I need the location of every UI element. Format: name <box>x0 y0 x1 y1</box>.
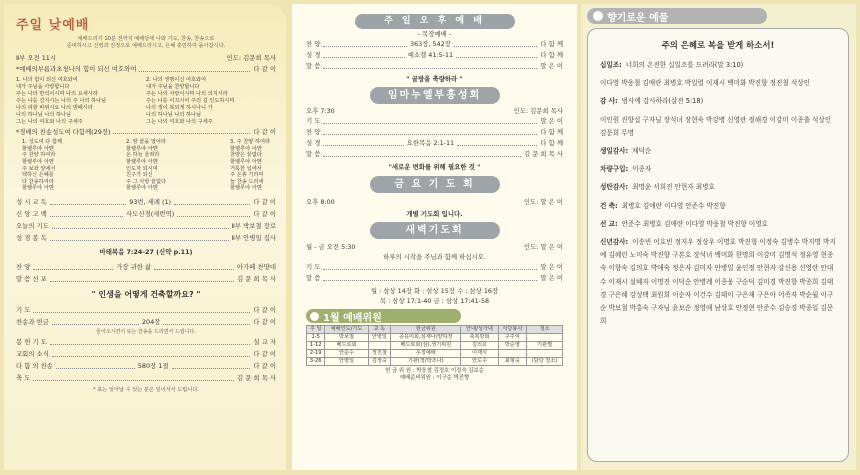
hymn-line: 주 그 사랑 끝없다 <box>125 178 167 185</box>
order-item <box>306 138 563 149</box>
leader-dots <box>323 273 537 281</box>
item-detail: 요한복음 2:1-11 <box>406 139 455 148</box>
dawn-schedule: 목 : 삼상 17:1-40 금 : 삼상 17:41-58 <box>379 296 490 305</box>
order-item <box>306 273 563 284</box>
item-person: 다 함 께 <box>540 128 563 137</box>
bullet-icon <box>593 11 603 21</box>
order-item <box>16 348 276 360</box>
reading-row <box>16 119 276 126</box>
afternoon-title: 주 일 오 후 예 배 <box>355 14 515 29</box>
item-label: 기 도 <box>306 117 321 126</box>
service-leader: 인도: 김문희 목사 <box>226 54 276 62</box>
sunday-morning-panel <box>4 4 286 470</box>
hymn-line: 주 은총 기리며 <box>230 172 264 179</box>
offerings-title: 향기로운 예물 <box>607 12 669 24</box>
item-label: 다 함 의 찬송 <box>16 362 53 371</box>
leader-dots <box>323 262 537 270</box>
hymn-line: 할렐루야 아멘 <box>22 145 54 152</box>
order-item <box>306 50 563 61</box>
sermon-title: " 인생을 어떻게 건축할까요? " <box>91 290 201 300</box>
table-cell: 기관(정/박조나) <box>391 358 461 366</box>
order-item <box>306 61 563 72</box>
offering-section <box>600 163 838 176</box>
column-header: 식당봉사 <box>498 326 527 334</box>
service-part: Ⅱ부 오전 11시 <box>16 54 57 62</box>
table-cell: 이재식 <box>461 350 498 358</box>
dawn-order <box>306 262 563 284</box>
reading-left: 그는 나의 여호와 나의 구세주 <box>16 118 83 125</box>
item-label: 말 씀 <box>306 274 321 283</box>
friday-time: 오후 8:00 <box>306 197 335 206</box>
leader-dots <box>456 50 537 58</box>
order-item <box>16 208 276 220</box>
leader-dots <box>33 372 234 381</box>
table-cell: (담당 장소) <box>527 358 563 366</box>
hymn-line: 할렐루야 아멘 <box>22 159 54 165</box>
table-cell: 1-5 <box>307 334 325 342</box>
item-label: 성 경 봉 독 <box>16 233 47 242</box>
leader-dots <box>454 39 538 47</box>
leader-dots <box>50 208 123 217</box>
friday-note: 개별 기도회 입니다. <box>406 210 463 219</box>
table-cell: 축복방회 <box>461 334 498 342</box>
duty-title: 1월 예배위원 <box>323 312 382 324</box>
revival-theme: "새로운 변화를 위해 필요한 것 " <box>388 163 481 172</box>
table-row <box>307 358 563 366</box>
intro-line: 준비하시고 신령과 진정으로 예배드리시고, 은혜 충만하여 돌아갑시다. <box>66 43 226 49</box>
item-detail: 204장 <box>141 318 161 327</box>
order-item <box>16 232 276 244</box>
offerings-panel <box>581 4 856 470</box>
footnote: * 표는 일어날 수 있는 분은 일어서서 드립니다. <box>93 387 199 394</box>
reading-row <box>16 112 276 119</box>
leader-dots <box>50 336 251 345</box>
hymn-label: *경배의 찬송 <box>16 127 53 136</box>
offering-names: 이인원 진향섭 구자님 장석녀 장현숙 박강병 신영란 정해경 이강미 이종출 석상인 김문희 무명 <box>600 115 832 137</box>
table-cell <box>368 342 390 350</box>
afternoon-panel <box>292 4 577 470</box>
hymn-line: 친구가 되신 <box>125 172 153 179</box>
reading-row <box>16 84 276 91</box>
offering-names: 범사에 감사하라(살전 5:18) <box>621 97 704 106</box>
reading-right: 나의 하나님 나의 하나님 <box>146 111 202 118</box>
hymn-verse <box>126 139 166 192</box>
offering-label: 선 교: <box>600 219 618 228</box>
offering-section <box>600 59 838 72</box>
dawn-note: 하루의 시작을 주님과 함께 하십시오. <box>383 252 486 261</box>
duty-note: 헌 금 위 원 : 박웅철 김정호 이정숙 김보순 <box>385 368 484 375</box>
offering-section <box>600 236 838 328</box>
afternoon-order <box>306 39 563 72</box>
leader-dots <box>52 220 229 229</box>
leader-dots <box>323 61 537 69</box>
item-label: 봉 헌 기 도 <box>16 338 47 347</box>
column-header: 안내/성가대 <box>461 326 498 334</box>
table-cell: 최형숙 <box>498 358 527 366</box>
order-list-3 <box>16 304 276 328</box>
reading-left: 나의 하나님 나의 하나님 <box>16 111 72 118</box>
duty-note: 예배준비위원 : 이구순 박진향 <box>399 375 470 382</box>
revival-leader: 인도: 김문희 목사 <box>513 106 563 115</box>
reading-row <box>16 77 276 84</box>
leader-dots <box>52 316 139 325</box>
hymn-line: 택하신 은혜를 <box>22 172 54 179</box>
order-item <box>16 360 276 372</box>
leader-dots <box>56 360 135 369</box>
order-item <box>306 127 563 138</box>
item-label: 찬송과 헌금 <box>16 318 49 327</box>
leader-dots <box>154 261 234 270</box>
offerings-title-banner <box>587 8 767 24</box>
order-item <box>16 273 276 285</box>
hymn-line: 주 찬양 하여라 <box>22 152 56 159</box>
table-cell: 박순영 <box>498 342 527 350</box>
offering-label: 성탄감사: <box>600 183 629 192</box>
item-person: 김 문 희 목 사 <box>237 374 276 383</box>
column-header: 주 일 <box>307 326 325 334</box>
order-item <box>16 372 276 384</box>
friday-title: 금 요 기 도 회 <box>370 176 500 193</box>
offering-section <box>600 114 838 140</box>
leader-dots <box>323 50 404 58</box>
reading-row <box>16 105 276 112</box>
offerings-box <box>587 28 849 462</box>
hymn-line: 늘 찬송 드리세 <box>230 178 264 185</box>
hymn-line: 거룩한 입에서 <box>230 165 262 172</box>
item-person: 말 은 이 <box>540 274 563 283</box>
item-label: 성 경 <box>306 51 321 60</box>
item-person: 말 은 이 <box>540 62 563 71</box>
item-person: 다 함 께 <box>540 40 564 49</box>
offering-label: 감 사: <box>600 97 618 106</box>
dawn-leader: 인도: 말 은 이 <box>523 243 563 252</box>
column-header: 교 독 <box>368 326 390 334</box>
leader-dots <box>457 138 537 146</box>
column-header: 예배인도/기도 <box>325 326 368 334</box>
reading-right: 나의 생이 복되게 하시나니 가 <box>146 104 213 111</box>
scripture: 마태복음 7:24-27 (신약 p.11) <box>99 247 193 256</box>
order-item <box>16 196 276 208</box>
item-person: 다 함 께 <box>540 51 564 60</box>
table-cell: 안도수 <box>461 358 498 366</box>
dawn-time: 월 - 금 오전 5:30 <box>306 243 356 252</box>
order-item <box>16 316 276 328</box>
table-cell: 3-26 <box>307 358 325 366</box>
reading-left: 나의 피할 바위시요 나의 방패시라 <box>16 104 93 111</box>
hymn-who: 다 같 이 <box>253 127 276 136</box>
item-person: 김 문 희 목 사 <box>524 150 563 159</box>
hymn-lyrics <box>22 139 270 192</box>
reading-row <box>16 91 276 98</box>
table-cell <box>527 334 563 342</box>
item-person: 다 같 이 <box>253 197 277 206</box>
leader-dots <box>323 127 537 135</box>
offering-section <box>600 77 838 90</box>
intro-line: 예배드리기 10분 전까지 예배당에 나와 기도, 찬송, 찬송으로 <box>77 36 215 42</box>
order-item <box>306 149 563 160</box>
offering-label: 차량구입: <box>600 165 629 174</box>
offering-label: 십일조: <box>600 61 622 69</box>
item-person: 말 은 이 <box>540 117 563 126</box>
leader-dots <box>323 116 537 124</box>
item-person: 아가페 찬양대 <box>236 263 276 272</box>
table-cell: 안준수 <box>325 350 368 358</box>
item-person: 다 함 께 <box>540 139 563 148</box>
item-label: 찬 양 <box>306 128 321 137</box>
item-person: 말 은 이 <box>540 263 563 272</box>
offerings-head: 주의 은혜로 복을 받게 하소서! <box>661 40 775 50</box>
offering-names: 최병호 김애란 이다영 안준수 박진향 <box>621 201 726 210</box>
morning-title: 주일 낮예배 <box>16 18 90 33</box>
item-label: 말 씀 선 포 <box>16 275 47 284</box>
item-person: 다 같 이 <box>253 306 276 315</box>
item-label: 기 도 <box>306 263 321 272</box>
offering-names: 이종자 <box>632 165 652 174</box>
item-person: Ⅱ부 안병일 집사 <box>231 233 276 242</box>
offering-note: 들어오시면서 또는 찬송을 드리면서 드립니다. <box>96 329 196 336</box>
table-cell: 공유미회,심재나/양하정 <box>391 334 461 342</box>
call-who: 다 같 이 <box>253 65 276 74</box>
hymn-line: 온 하늘 울려라 <box>125 152 160 159</box>
friday-leader: 인도: 말 은 이 <box>523 197 563 206</box>
offering-names: 너희의 온전한 십일조를 드려라(말 3:10) <box>625 61 744 69</box>
table-cell: 안병일 <box>368 334 390 342</box>
offering-section <box>600 181 838 194</box>
reading-left: 주는 나의 반석이시며 나의 요새시라 <box>16 90 98 97</box>
hymn-line: 2. 땅 끝을 열어라 <box>125 139 166 146</box>
leader-dots <box>33 261 113 270</box>
table-header <box>307 326 563 334</box>
responsive-reading <box>16 77 276 126</box>
table-cell: 베드로회(심),생기위원 <box>391 342 461 350</box>
reading-right: 2. 나의 생명이신 여호와여 <box>146 76 207 83</box>
offering-label: 생일감사: <box>600 147 629 156</box>
reading-row <box>16 98 276 105</box>
table-row <box>307 334 563 342</box>
item-label: 오늘의 기도 <box>16 221 49 230</box>
duty-title-banner <box>306 309 461 323</box>
item-label: 축 도 <box>16 374 31 383</box>
item-label: 말 씀 <box>306 150 321 159</box>
item-person: 다 같 이 <box>253 318 276 327</box>
order-item <box>16 261 276 273</box>
item-detail: 예소겔 41:5-11 <box>407 51 454 60</box>
offering-section <box>600 200 838 213</box>
order-item <box>306 39 563 50</box>
reading-right: 내가 주님을 찬양합니다 <box>146 83 200 90</box>
call-song: 나의 힘이 되신 여호와여 <box>68 65 137 74</box>
bullet-icon <box>310 312 319 321</box>
table-cell <box>498 350 527 358</box>
item-detail: 363장, 542장 <box>410 40 451 49</box>
item-detail: 가장 귀한 삶 <box>116 263 152 272</box>
column-header: 청소 <box>527 326 563 334</box>
item-person: Ⅱ부 박보철 장로 <box>231 221 276 230</box>
item-label: 찬 양 <box>306 40 321 49</box>
offering-label: 신년감사: <box>600 238 629 247</box>
reading-right: 주는 나의 사랑이시며 나의 의지시라 <box>146 90 228 97</box>
afternoon-sub: - 목장예배 - <box>417 30 452 38</box>
offering-section <box>600 95 838 108</box>
table-cell: 김정숙 <box>368 358 390 366</box>
hymn-line: 할렐루야 아멘 <box>230 185 262 192</box>
hymn-line: 다 찬송하여라 <box>22 178 54 185</box>
hymn-name: 성도여 다함께(29장) <box>52 127 111 136</box>
offerings-list <box>588 51 848 328</box>
hymn-line: 3. 주 찬양 하여라 <box>230 139 270 146</box>
item-person: 설 교 자 <box>253 338 276 347</box>
table-cell <box>527 350 563 358</box>
hymn-line: 찬양은 끝없다 <box>230 152 262 159</box>
revival-title: 임마누엘부흥성회 <box>370 87 500 104</box>
item-person: 다 같 이 <box>253 362 276 371</box>
order-item <box>306 262 563 273</box>
order-item <box>16 304 276 316</box>
table-cell: 1-12 <box>307 342 325 350</box>
item-label: 말 씀 <box>306 62 321 71</box>
item-label: 성 시 교 독 <box>16 197 47 206</box>
hymn-verse <box>230 139 270 192</box>
table-cell: 박보철 <box>325 334 368 342</box>
leader-dots <box>52 348 251 357</box>
table-cell: 2-19 <box>307 350 325 358</box>
afternoon-theme: " 골방을 축량하라 " <box>406 75 463 84</box>
dawn-title: 새벽기도회 <box>370 222 500 239</box>
dawn-schedule: 월 : 삼상 14장 화 : 삼상 15장 수 : 삼상 16장 <box>370 287 499 296</box>
leader-dots <box>323 39 407 47</box>
leader-dots <box>172 360 251 369</box>
hymn-line: 1. 성도여 다 함께 <box>22 139 62 146</box>
leader-dots <box>50 196 126 205</box>
table-cell: 구주익 <box>498 334 527 342</box>
item-detail: 580장 1절 <box>137 362 169 371</box>
leader-dots <box>50 273 234 282</box>
hymn-line: 할렐루야 아멘 <box>230 159 262 165</box>
order-item <box>306 116 563 127</box>
table-cell: 정진철 <box>368 350 390 358</box>
item-detail: 사도신경(새번역) <box>126 209 175 218</box>
offering-names: 안준수 최병호 김애란 이다영 박웅철 박진향 이영호 <box>621 219 769 228</box>
item-person: 다 같 이 <box>253 350 276 359</box>
item-label: 찬 양 <box>16 263 31 272</box>
reading-left: 주는 나를 건지시는 나의 주 나의 하나님 <box>16 97 107 104</box>
order-list-1 <box>16 196 276 244</box>
hymn-line: 할렐루야 아멘 <box>125 145 158 152</box>
revival-order <box>306 116 563 160</box>
leader-dots <box>50 232 229 241</box>
order-item <box>16 336 276 348</box>
table-cell: 김의호 <box>461 342 498 350</box>
table-cell: 우징예배 <box>391 350 461 358</box>
order-list-2 <box>16 261 276 285</box>
offering-names: 이다영 박웅철 김애란 최병호 박일렬 이재시 백미화 박진향 정진철 석상인 <box>600 79 810 88</box>
offering-label: 건 축: <box>600 201 618 210</box>
revival-time: 오후 7:30 <box>306 106 335 115</box>
item-label: 성 경 <box>306 139 321 148</box>
leader-dots <box>174 196 250 205</box>
hymn-line: 주 보좌 앞에서 <box>22 165 56 172</box>
offering-section <box>600 218 838 231</box>
reading-left: 1. 나의 힘이 되신 여호와여 <box>16 76 78 83</box>
offering-section <box>600 145 838 158</box>
leader-dots <box>163 316 250 325</box>
item-detail: 93번, 세례 (1) <box>129 197 172 206</box>
table-cell: 베드로회 <box>325 342 368 350</box>
reading-right: 주는 나를 이끄시어 주의 길 인도하시며 <box>146 97 235 104</box>
reading-right: 그는 나의 여호와 나의 구세주 <box>146 118 213 125</box>
item-label: 신 앙 고 백 <box>16 209 47 218</box>
duty-table <box>306 325 563 366</box>
table-row <box>307 342 563 350</box>
column-header: 헌금위원 <box>391 326 461 334</box>
offering-names: 이송빈 이호빈 정지우 정상우 이명호 박진형 이정숙 김병수 박지명 박지예 김혜린 노미숙 박진향 구본호 장석녀 백미화 한명희 이강미 김명석 정유영 현종숙 이향숙 김의호 박애숙 정은자 김미자 안병일 윤인정 안현자 강신용 신영란 안대수 이재시 설혜자 이명진 이덕순 안병례 이종웅 구순덕 김미경 박진향 박종희 김태경 구은해 강성택 최원희 이순자 이건수 김태이 구은재 구은아 어족자 박순월 이구순 박보철 박홍숙 구자님 윤보순 정영애 남상호 안정현 안준수 김승경 박종일 김문희 <box>600 238 836 326</box>
table-cell: 기관별 <box>527 342 563 350</box>
hymn-line: 인도자 되시며 <box>125 165 158 172</box>
hymn-line: 할렐루야 아멘 <box>22 185 54 192</box>
order-list-4 <box>16 336 276 384</box>
leader-dots <box>33 304 250 313</box>
table-row <box>307 350 563 358</box>
call-label: *예배의부름과초청 <box>16 65 69 74</box>
offering-names: 최명윤 서희진 안현자 최병호 <box>632 183 715 192</box>
leader-dots <box>177 208 250 217</box>
order-item <box>16 220 276 232</box>
offering-names: 채덕순 <box>632 147 652 156</box>
item-label: 기 도 <box>16 306 31 315</box>
item-label: 교회의 소식 <box>16 350 49 359</box>
hymn-line: 할렐루야 아멘 <box>230 145 262 152</box>
hymn-line: 할렐루야 아멘 <box>125 159 158 165</box>
hymn-line: 할렐루야 아멘 <box>125 185 158 192</box>
hymn-verse <box>22 139 62 192</box>
reading-left: 내가 주님을 사랑합니다 <box>16 83 70 90</box>
item-person: 다 같 이 <box>253 209 276 218</box>
item-person: 김 문 희 목 사 <box>237 275 276 284</box>
table-cell: 안병일 <box>325 358 368 366</box>
leader-dots <box>323 149 521 157</box>
leader-dots <box>323 138 403 146</box>
